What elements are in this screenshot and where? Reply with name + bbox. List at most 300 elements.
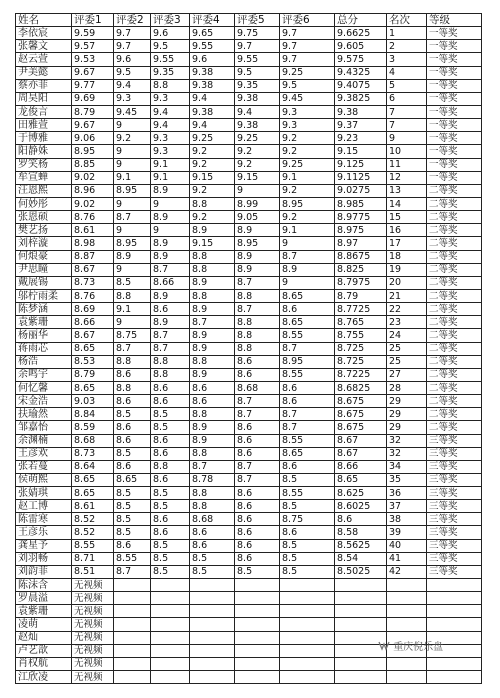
table-cell: 8.58 <box>335 526 387 539</box>
table-cell: 19 <box>387 263 427 276</box>
table-cell: 二等奖 <box>427 329 482 342</box>
table-cell: 一等奖 <box>427 40 482 53</box>
name-cell: 扶瑜然 <box>16 408 72 421</box>
table-cell: 8.975 <box>335 224 387 237</box>
table-cell: 8.67 <box>335 434 387 447</box>
table-cell <box>151 644 190 657</box>
table-cell: 8.5 <box>280 473 335 486</box>
table-cell <box>114 644 151 657</box>
table-row <box>16 211 482 224</box>
name-cell: 牟宣蝉 <box>16 171 72 184</box>
table-cell <box>427 671 482 684</box>
table-cell: 9.4 <box>151 105 190 118</box>
table-cell: 8.755 <box>335 329 387 342</box>
table-cell <box>190 618 235 631</box>
table-cell: 8.7 <box>235 460 280 473</box>
table-cell: 8.6 <box>151 526 190 539</box>
table-cell: 8.5 <box>114 447 151 460</box>
table-cell <box>387 579 427 592</box>
watermark <box>378 638 443 653</box>
table-cell: 9.57 <box>72 40 114 53</box>
table-cell: 8.5 <box>190 565 235 578</box>
table-cell: 8.9 <box>235 263 280 276</box>
table-cell: 一等奖 <box>427 92 482 105</box>
table-cell: 8.9775 <box>335 211 387 224</box>
table-cell: 24 <box>387 329 427 342</box>
name-cell: 袁紫珊 <box>16 605 72 618</box>
table-cell: 9.67 <box>72 66 114 79</box>
table-cell: 8.79 <box>72 368 114 381</box>
table-cell: 38 <box>387 513 427 526</box>
table-cell: 9.25 <box>280 66 335 79</box>
table-cell: 8.76 <box>72 211 114 224</box>
table-cell: 9.2 <box>280 211 335 224</box>
table-cell: 8.5 <box>151 421 190 434</box>
table-cell: 8.9 <box>151 184 190 197</box>
table-cell: 8.7 <box>190 316 235 329</box>
table-cell: 9.5 <box>235 66 280 79</box>
table-cell: 8.96 <box>72 184 114 197</box>
table-cell: 9.3825 <box>335 92 387 105</box>
table-cell: 8.95 <box>280 197 335 210</box>
table-cell <box>114 579 151 592</box>
name-cell: 何烺豪 <box>16 250 72 263</box>
table-cell: 12 <box>387 171 427 184</box>
table-cell: 9.4075 <box>335 79 387 92</box>
name-cell: 杨丽华 <box>16 329 72 342</box>
table-row <box>16 237 482 250</box>
table-cell: 9.15 <box>190 171 235 184</box>
table-cell: 8.8 <box>114 355 151 368</box>
table-cell <box>151 605 190 618</box>
table-cell <box>335 671 387 684</box>
table-cell: 9.2 <box>235 158 280 171</box>
table-row <box>16 368 482 381</box>
table-cell: 9.2 <box>190 158 235 171</box>
table-cell: 36 <box>387 487 427 500</box>
name-cell: 赵灿 <box>16 631 72 644</box>
table-cell: 8.6 <box>114 395 151 408</box>
table-cell <box>114 605 151 618</box>
table-cell: 8.7 <box>280 342 335 355</box>
table-row <box>16 473 482 486</box>
table-cell: 8.6 <box>235 434 280 447</box>
table-cell: 23 <box>387 316 427 329</box>
table-cell: 8.65 <box>72 342 114 355</box>
table-cell: 8.9 <box>151 289 190 302</box>
table-cell: 8.8 <box>151 460 190 473</box>
table-cell: 8.7 <box>114 211 151 224</box>
table-cell: 9.2 <box>190 145 235 158</box>
table-cell: 8.6 <box>190 395 235 408</box>
table-cell: 8.75 <box>280 513 335 526</box>
table-cell <box>387 671 427 684</box>
table-cell: 三等奖 <box>427 526 482 539</box>
table-cell: 无视频 <box>72 671 114 684</box>
table-row <box>16 552 482 565</box>
table-cell <box>335 605 387 618</box>
table-cell: 27 <box>387 368 427 381</box>
table-cell: 8.8 <box>190 355 235 368</box>
name-cell: 邬柠雨柔 <box>16 289 72 302</box>
name-cell: 邹嘉怡 <box>16 421 72 434</box>
table-cell: 9.06 <box>72 132 114 145</box>
table-row <box>16 145 482 158</box>
table-cell: 9 <box>280 237 335 250</box>
name-cell: 陈沫含 <box>16 579 72 592</box>
table-row <box>16 671 482 684</box>
table-cell: 7 <box>387 105 427 118</box>
table-cell: 8.5 <box>280 565 335 578</box>
table-cell: 9.1 <box>114 171 151 184</box>
table-cell <box>151 592 190 605</box>
table-cell: 9.38 <box>235 92 280 105</box>
table-cell: 8.9 <box>190 368 235 381</box>
table-row <box>16 342 482 355</box>
table-cell: 9 <box>114 119 151 132</box>
table-cell: 9 <box>235 184 280 197</box>
table-cell: 9.7 <box>280 53 335 66</box>
table-cell: 8.52 <box>72 513 114 526</box>
table-cell: 8.8 <box>190 447 235 460</box>
table-cell: 8.73 <box>72 447 114 460</box>
table-cell: 9.55 <box>235 53 280 66</box>
table-cell: 8.9 <box>235 250 280 263</box>
table-cell: 8.6025 <box>335 500 387 513</box>
table-cell: 8.5025 <box>335 565 387 578</box>
table-cell: 8.8675 <box>335 250 387 263</box>
table-cell: 8.5 <box>280 500 335 513</box>
table-cell: 一等奖 <box>427 53 482 66</box>
table-cell: 8.8 <box>151 79 190 92</box>
table-cell: 三等奖 <box>427 539 482 552</box>
table-cell: 8.625 <box>335 487 387 500</box>
name-cell: 侯萌熙 <box>16 473 72 486</box>
table-cell: 8.9 <box>280 263 335 276</box>
table-cell: 8.55 <box>280 434 335 447</box>
table-cell: 9.2 <box>190 184 235 197</box>
table-cell <box>190 579 235 592</box>
table-cell: 8.5 <box>151 500 190 513</box>
table-cell: 8.65 <box>72 381 114 394</box>
table-cell: 8.78 <box>190 473 235 486</box>
table-cell: 一等奖 <box>427 66 482 79</box>
table-cell <box>235 618 280 631</box>
table-cell: 8.725 <box>335 355 387 368</box>
table-cell: 9.7 <box>280 40 335 53</box>
table-cell: 一等奖 <box>427 158 482 171</box>
table-cell: 8.6 <box>151 473 190 486</box>
table-cell: 无视频 <box>72 631 114 644</box>
table-cell: 无视频 <box>72 592 114 605</box>
name-cell: 阳静姝 <box>16 145 72 158</box>
table-row <box>16 40 482 53</box>
table-cell: 9.15 <box>335 145 387 158</box>
table-cell: 9.1125 <box>335 171 387 184</box>
table-row <box>16 27 482 40</box>
table-cell: 二等奖 <box>427 303 482 316</box>
table-cell: 8.98 <box>72 237 114 250</box>
table-cell: 8.6 <box>190 381 235 394</box>
table-cell <box>427 657 482 670</box>
name-cell: 张婧琪 <box>16 487 72 500</box>
table-cell <box>190 671 235 684</box>
table-row <box>16 105 482 118</box>
table-cell: 9.4 <box>114 79 151 92</box>
table-cell: 8.9 <box>151 211 190 224</box>
table-row <box>16 408 482 421</box>
table-cell: 8.99 <box>235 197 280 210</box>
table-cell: 8.5 <box>235 565 280 578</box>
table-cell: 9.38 <box>235 119 280 132</box>
name-cell: 周昊阳 <box>16 92 72 105</box>
table-cell <box>235 579 280 592</box>
table-cell: 8.7 <box>280 250 335 263</box>
table-cell: 9.7 <box>114 27 151 40</box>
name-cell: 余鸣宇 <box>16 368 72 381</box>
table-cell: 8.69 <box>72 303 114 316</box>
table-row <box>16 303 482 316</box>
table-cell: 9.2 <box>280 184 335 197</box>
table-cell: 9 <box>280 276 335 289</box>
table-cell: 8.53 <box>72 355 114 368</box>
table-cell: 34 <box>387 460 427 473</box>
table-cell: 8.55 <box>280 368 335 381</box>
table-cell: 9.4 <box>235 105 280 118</box>
table-cell: 8.6 <box>114 460 151 473</box>
table-cell: 8.6 <box>190 539 235 552</box>
table-cell: 8.7 <box>235 395 280 408</box>
column-header: 评委2 <box>114 14 151 27</box>
table-cell: 9.05 <box>235 211 280 224</box>
table-cell: 三等奖 <box>427 460 482 473</box>
table-cell: 8.5 <box>151 487 190 500</box>
name-cell: 罗晨溢 <box>16 592 72 605</box>
table-cell: 二等奖 <box>427 276 482 289</box>
table-row <box>16 289 482 302</box>
table-cell <box>280 671 335 684</box>
name-cell: 何忆馨 <box>16 381 72 394</box>
table-cell: 8.9 <box>190 342 235 355</box>
table-cell: 8.6 <box>280 381 335 394</box>
table-cell: 9.5 <box>151 40 190 53</box>
table-cell <box>235 671 280 684</box>
table-cell <box>235 631 280 644</box>
table-cell: 9 <box>114 263 151 276</box>
table-cell: 8.6 <box>114 421 151 434</box>
watermark-text: 重庆倪乐盘 <box>393 642 444 653</box>
table-cell: 9.59 <box>72 27 114 40</box>
table-cell <box>427 592 482 605</box>
table-cell: 9.53 <box>72 53 114 66</box>
table-row <box>16 158 482 171</box>
table-cell: 一等奖 <box>427 79 482 92</box>
table-cell: 二等奖 <box>427 316 482 329</box>
table-row <box>16 329 482 342</box>
table-row <box>16 395 482 408</box>
name-cell: 龙俊言 <box>16 105 72 118</box>
table-cell: 8.95 <box>114 237 151 250</box>
table-cell: 8.73 <box>72 276 114 289</box>
table-cell: 8.6 <box>280 526 335 539</box>
table-cell: 8.7 <box>235 276 280 289</box>
table-cell: 8.9 <box>190 434 235 447</box>
table-cell: 9.2 <box>190 211 235 224</box>
table-cell <box>114 657 151 670</box>
table-cell: 8.51 <box>72 565 114 578</box>
table-cell: 9.125 <box>335 158 387 171</box>
table-cell: 8.7 <box>151 263 190 276</box>
table-cell: 8.7 <box>235 473 280 486</box>
table-cell: 29 <box>387 395 427 408</box>
table-cell <box>280 605 335 618</box>
table-cell <box>427 605 482 618</box>
table-cell: 9.4 <box>190 92 235 105</box>
table-cell: 9.2 <box>235 145 280 158</box>
table-cell: 9.1 <box>280 224 335 237</box>
table-cell: 8.9 <box>190 421 235 434</box>
name-cell: 蔡亦菲 <box>16 79 72 92</box>
table-cell: 8.65 <box>280 316 335 329</box>
table-cell: 35 <box>387 473 427 486</box>
table-row <box>16 53 482 66</box>
table-cell: 无视频 <box>72 644 114 657</box>
table-cell: 8.9 <box>235 224 280 237</box>
table-cell <box>335 579 387 592</box>
table-cell: 8.8 <box>235 329 280 342</box>
score-table <box>15 13 482 684</box>
table-row <box>16 197 482 210</box>
table-row <box>16 316 482 329</box>
table-cell <box>190 644 235 657</box>
table-cell: 二等奖 <box>427 263 482 276</box>
table-row <box>16 184 482 197</box>
table-cell: 8.5 <box>151 552 190 565</box>
table-cell: 8.68 <box>72 434 114 447</box>
table-cell: 8.59 <box>72 421 114 434</box>
name-cell: 张馨文 <box>16 40 72 53</box>
table-cell: 一等奖 <box>427 171 482 184</box>
table-cell: 8.66 <box>335 460 387 473</box>
table-row <box>16 487 482 500</box>
table-cell: 9.4 <box>190 119 235 132</box>
table-cell: 8.9 <box>190 329 235 342</box>
table-row <box>16 250 482 263</box>
table-cell: 三等奖 <box>427 447 482 460</box>
table-cell: 8.9 <box>190 224 235 237</box>
table-cell: 8.6 <box>235 355 280 368</box>
table-cell: 9.1 <box>280 171 335 184</box>
column-header: 总分 <box>335 14 387 27</box>
table-cell: 5 <box>387 79 427 92</box>
name-cell: 汪恩熙 <box>16 184 72 197</box>
table-cell: 8.8 <box>151 368 190 381</box>
table-cell <box>335 657 387 670</box>
table-cell: 8.8 <box>235 289 280 302</box>
table-cell <box>151 671 190 684</box>
table-cell: 9.5 <box>114 66 151 79</box>
table-cell: 40 <box>387 539 427 552</box>
table-cell: 三等奖 <box>427 487 482 500</box>
table-cell: 8.5 <box>114 276 151 289</box>
table-cell: 8.55 <box>114 552 151 565</box>
name-cell: 余渊楠 <box>16 434 72 447</box>
table-cell: 9.35 <box>235 79 280 92</box>
table-cell: 8.71 <box>72 552 114 565</box>
column-header: 评委4 <box>190 14 235 27</box>
table-cell: 11 <box>387 158 427 171</box>
table-cell: 8.9 <box>190 303 235 316</box>
table-cell: 41 <box>387 552 427 565</box>
table-cell: 8.6 <box>235 487 280 500</box>
table-cell: 9.2 <box>114 132 151 145</box>
table-cell: 二等奖 <box>427 184 482 197</box>
table-cell: 8.5 <box>280 552 335 565</box>
table-cell: 8.6825 <box>335 381 387 394</box>
table-cell: 9.02 <box>72 197 114 210</box>
name-cell: 张若蔓 <box>16 460 72 473</box>
wechat-channel-icon <box>378 641 390 651</box>
table-cell: 28 <box>387 381 427 394</box>
table-cell: 8.8 <box>114 289 151 302</box>
table-cell: 9.38 <box>190 79 235 92</box>
table-cell: 8.6 <box>280 303 335 316</box>
table-cell: 二等奖 <box>427 368 482 381</box>
table-row <box>16 513 482 526</box>
table-cell: 8.8 <box>235 316 280 329</box>
table-cell <box>280 631 335 644</box>
table-cell: 9.3 <box>151 92 190 105</box>
table-cell: 8.6 <box>235 552 280 565</box>
table-cell: 9.03 <box>72 395 114 408</box>
table-cell <box>387 618 427 631</box>
table-cell: 8.6 <box>280 460 335 473</box>
table-cell: 8.6 <box>235 447 280 460</box>
table-body <box>16 27 482 684</box>
table-cell: 9.6 <box>190 53 235 66</box>
table-cell: 32 <box>387 434 427 447</box>
table-cell: 8.8 <box>190 197 235 210</box>
table-cell: 8.95 <box>72 145 114 158</box>
table-cell: 8.6 <box>235 539 280 552</box>
table-cell: 8.7 <box>114 342 151 355</box>
table-cell: 8.6 <box>114 368 151 381</box>
table-cell: 16 <box>387 224 427 237</box>
name-cell: 刘梓漩 <box>16 237 72 250</box>
table-cell: 8.85 <box>72 158 114 171</box>
table-cell: 9.3 <box>280 119 335 132</box>
table-header <box>16 14 482 27</box>
table-cell: 8.6 <box>235 500 280 513</box>
table-cell: 9.1 <box>114 303 151 316</box>
table-cell: 9.02 <box>72 171 114 184</box>
table-cell: 9.37 <box>335 119 387 132</box>
table-row <box>16 592 482 605</box>
table-cell: 8.7 <box>235 408 280 421</box>
table-cell: 9 <box>387 132 427 145</box>
table-cell <box>190 657 235 670</box>
table-cell: 9 <box>114 145 151 158</box>
table-cell: 二等奖 <box>427 395 482 408</box>
table-cell: 8.65 <box>335 473 387 486</box>
table-cell: 9.3 <box>151 145 190 158</box>
table-cell: 9.605 <box>335 40 387 53</box>
table-cell: 一等奖 <box>427 27 482 40</box>
table-cell: 9.38 <box>190 105 235 118</box>
table-cell: 8.725 <box>335 342 387 355</box>
table-cell: 8.7 <box>280 408 335 421</box>
table-cell <box>427 618 482 631</box>
